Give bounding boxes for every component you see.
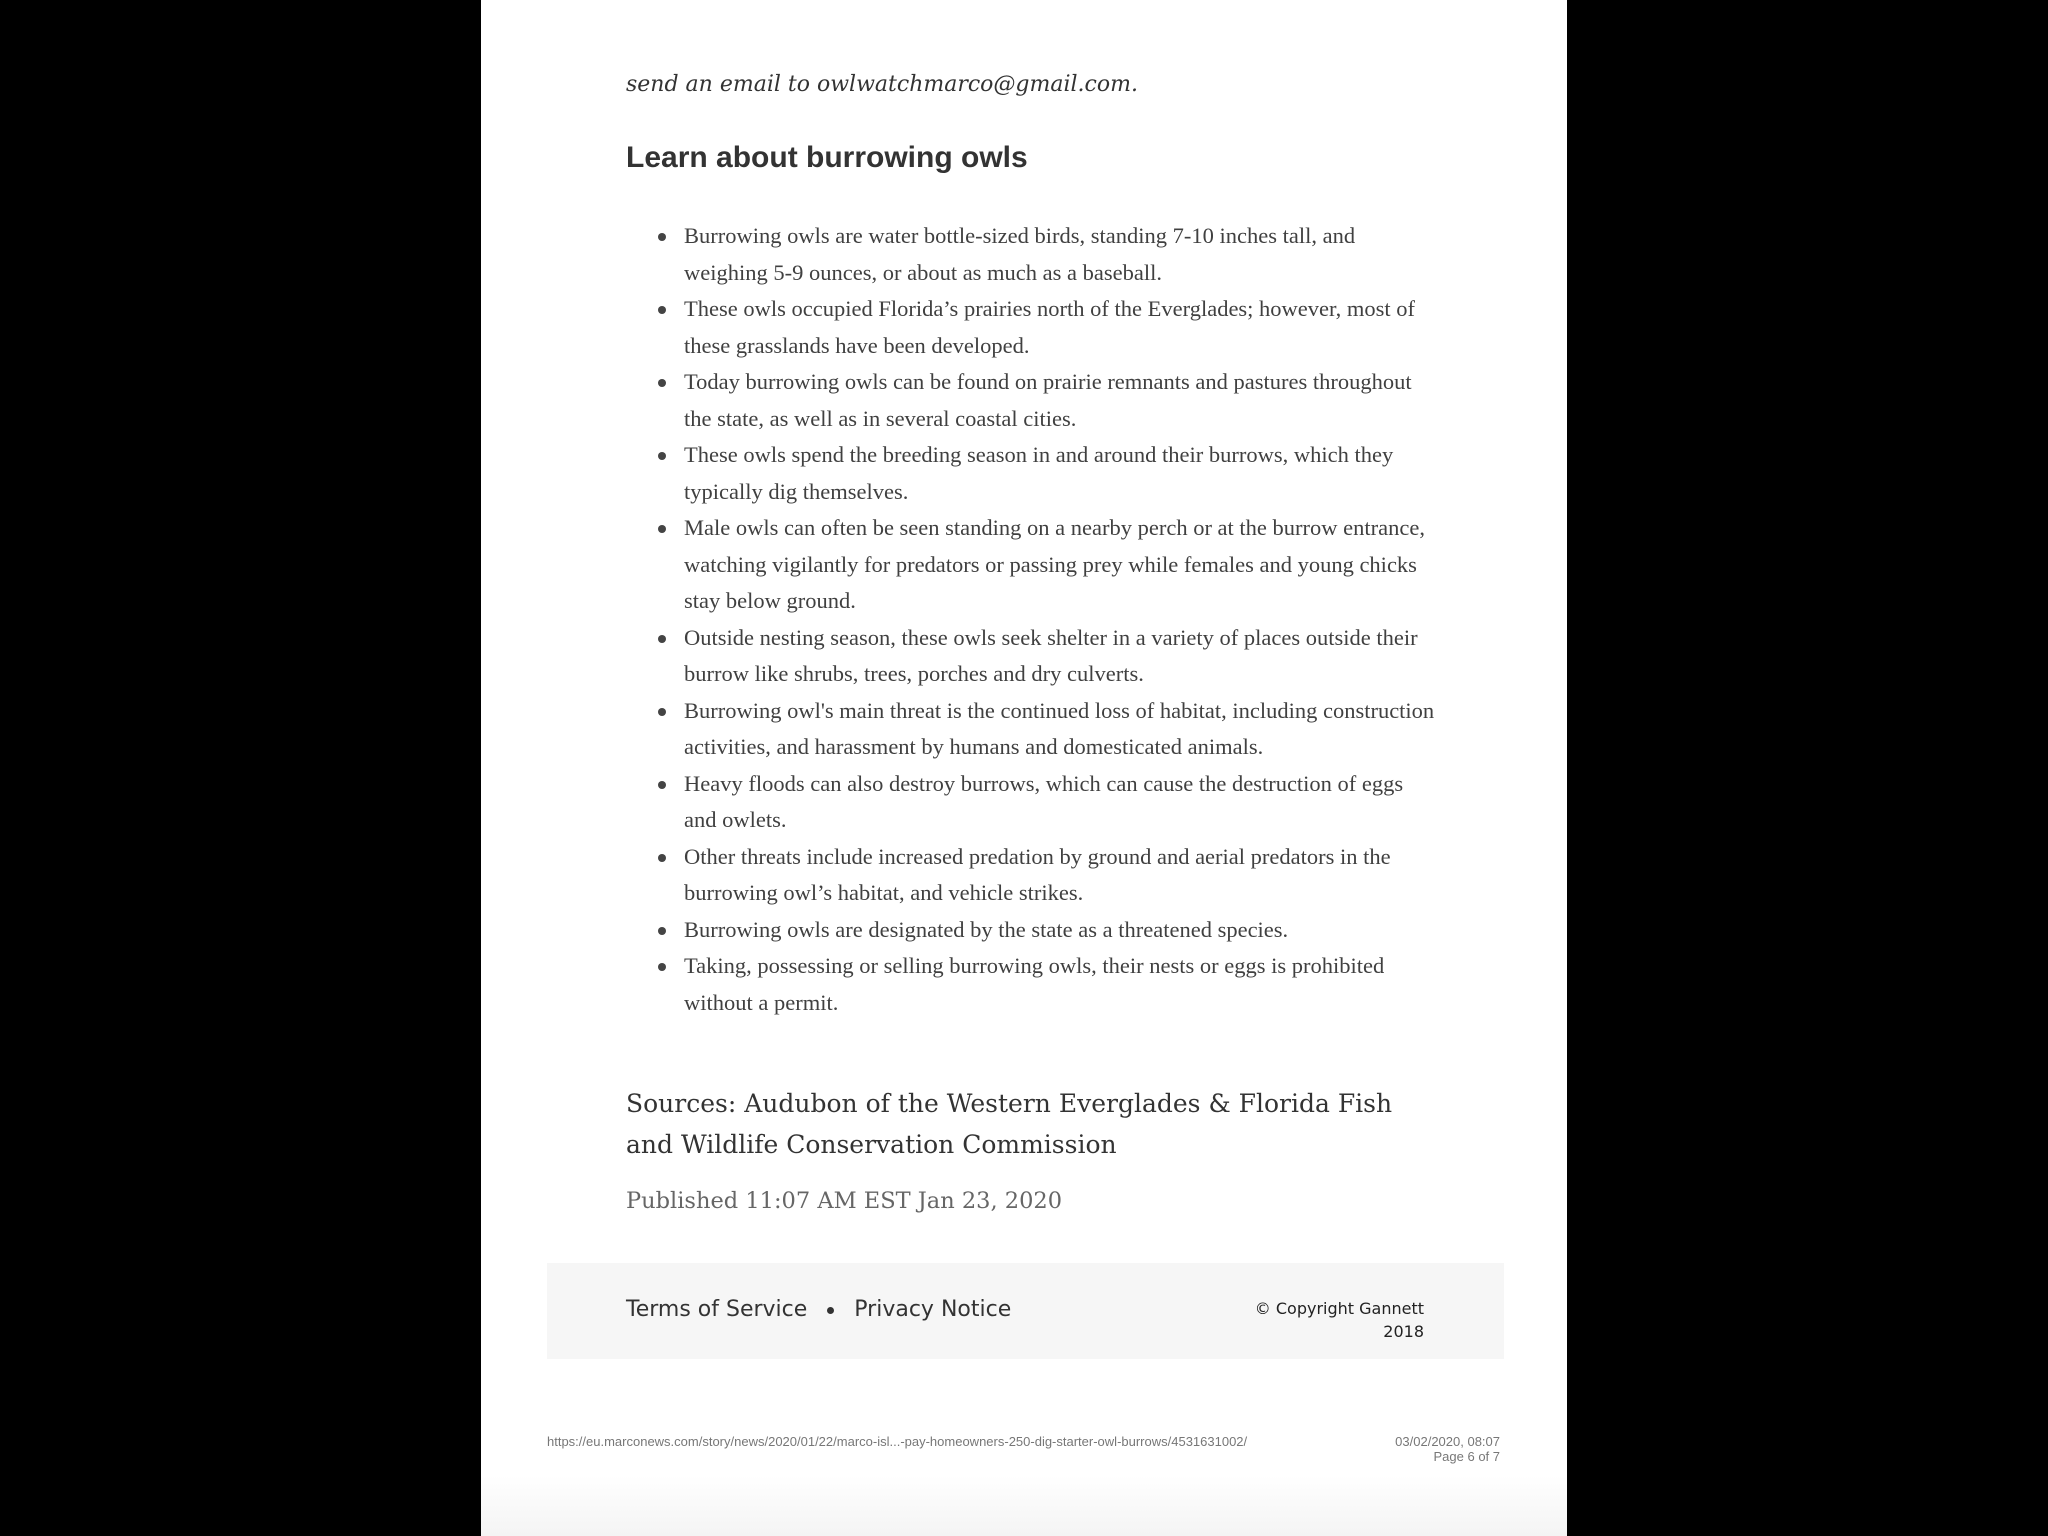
published-timestamp: Published 11:07 AM EST Jan 23, 2020: [626, 1188, 1063, 1214]
fact-item: Taking, possessing or selling burrowing owls, their nests or eggs is prohibited without a permit.: [684, 948, 1436, 1021]
link-separator-dot: [827, 1307, 834, 1314]
print-meta: [1395, 1434, 1500, 1464]
copyright-line-1: © Copyright Gannett: [1254, 1299, 1424, 1318]
fact-item: Burrowing owl's main threat is the continued loss of habitat, including construction activities, and harassment by humans and domesticated animals.: [684, 693, 1436, 766]
facts-list: [626, 218, 1436, 1021]
page-bottom-shadow: [481, 1476, 1567, 1536]
fact-item: Outside nesting season, these owls seek shelter in a variety of places outside their burrow like shrubs, trees, porches and dry culverts.: [684, 620, 1436, 693]
print-datetime: 03/02/2020, 08:07: [1395, 1434, 1500, 1449]
fact-item: Other threats include increased predation by ground and aerial predators in the burrowing owl’s habitat, and vehicle strikes.: [684, 839, 1436, 912]
printed-page: [481, 0, 1567, 1536]
fact-item: Today burrowing owls can be found on prairie remnants and pastures throughout the state, as well as in several coastal cities.: [684, 364, 1436, 437]
print-url: https://eu.marconews.com/story/news/2020/01/22/marco-isl...-pay-homeowners-250-dig-starter-owl-burrows/4531631002/: [547, 1434, 1248, 1449]
fact-item: These owls occupied Florida’s prairies north of the Everglades; however, most of these grasslands have been developed.: [684, 291, 1436, 364]
fact-item: Burrowing owls are water bottle-sized birds, standing 7-10 inches tall, and weighing 5-9 ounces, or about as much as a baseball.: [684, 218, 1436, 291]
fact-item: Heavy floods can also destroy burrows, which can cause the destruction of eggs and owlets.: [684, 766, 1436, 839]
copyright-notice: [1255, 1297, 1424, 1343]
privacy-notice-link[interactable]: Privacy Notice: [854, 1297, 1012, 1322]
sources-text: Sources: Audubon of the Western Everglades & Florida Fish and Wildlife Conservation Commission: [626, 1089, 1393, 1159]
page-footer: [547, 1263, 1504, 1359]
terms-of-service-link[interactable]: Terms of Service: [626, 1297, 808, 1322]
fact-item: These owls spend the breeding season in and around their burrows, which they typically dig themselves.: [684, 437, 1436, 510]
fact-item: Burrowing owls are designated by the state as a threatened species.: [684, 912, 1436, 949]
footer-links: [626, 1297, 1011, 1322]
intro-text: send an email to owlwatchmarco@gmail.com.: [626, 72, 1138, 97]
fact-item: Male owls can often be seen standing on a nearby perch or at the burrow entrance, watching vigilantly for predators or passing prey while females and young chicks stay below ground.: [684, 510, 1436, 620]
page-number: Page 6 of 7: [1433, 1449, 1500, 1464]
section-heading: Learn about burrowing owls: [626, 141, 1028, 174]
copyright-line-2: 2018: [1383, 1322, 1424, 1341]
